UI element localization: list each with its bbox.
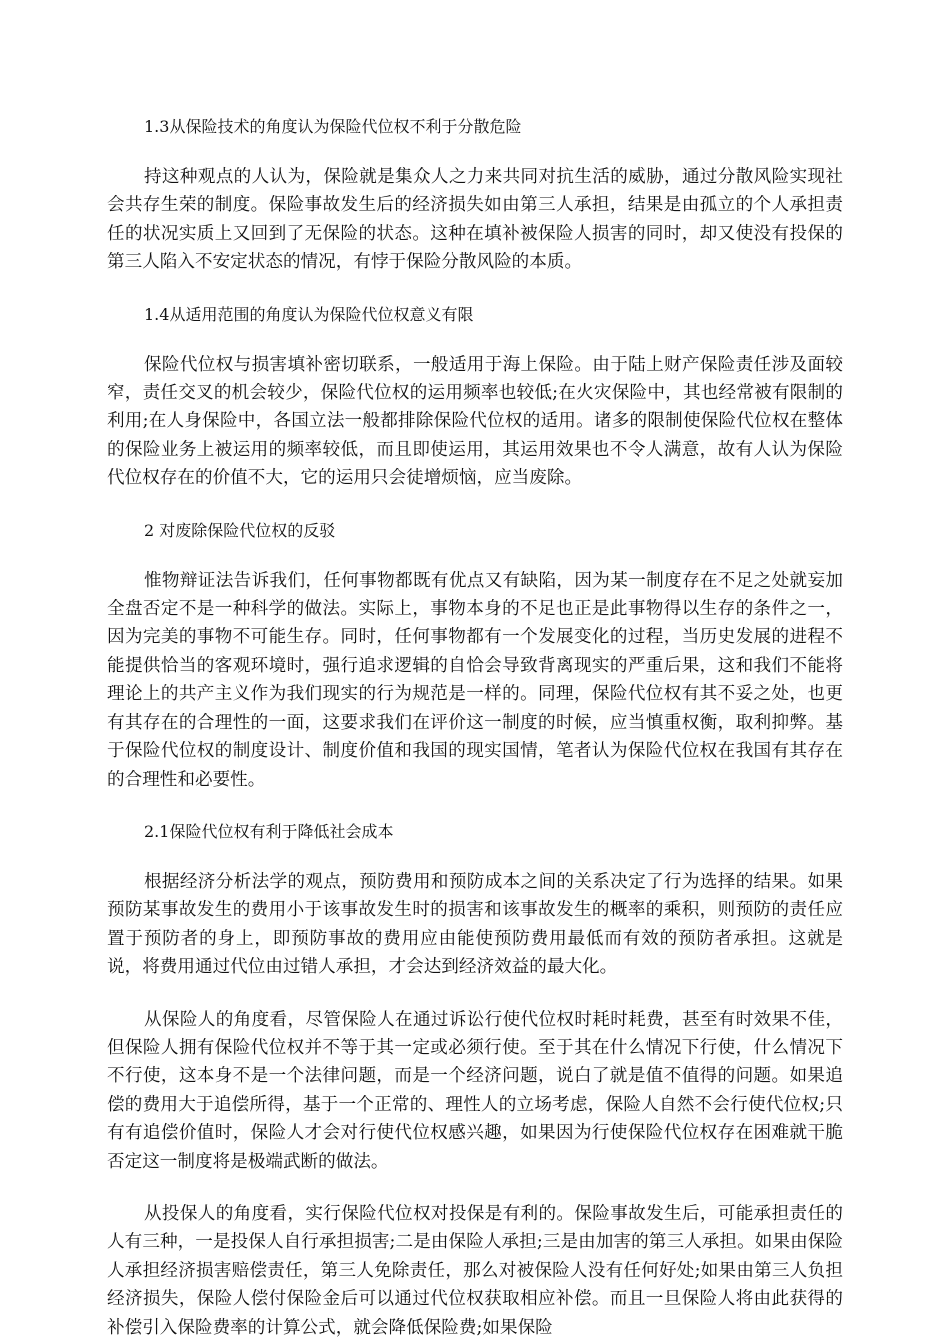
- section-heading-1-4: 1.4从适用范围的角度认为保险代位权意义有限: [144, 304, 474, 324]
- paragraph: 从保险人的角度看，尽管保险人在通过诉讼行使代位权时耗时耗费，甚至有时效果不佳，但保险人拥有保险代位权并不等于其一定或必须行使。至于其在什么情况下行使，什么情况下不行使，这本身不是一个法律问题，而是一个经济问题，说白了就是值不值得的问题。如果追偿的费用大于追偿所得，基于一个正常的、理性人的立场考虑，保险人自然不会行使代位权;只有有追偿价值时，保险人才会对行使代位权感兴趣，如果因为行使保险代位权存在困难就干脆否定这一制度将是极端武断的做法。: [107, 1009, 843, 1172]
- document-page: [107, 113, 843, 1342]
- section-heading-2-1: 2.1保险代位权有利于降低社会成本: [144, 821, 394, 841]
- paragraph: 保险代位权与损害填补密切联系，一般适用于海上保险。由于陆上财产保险责任涉及面较窄，责任交叉的机会较少，保险代位权的运用频率也较低;在火灾保险中，其也经常被有限制的利用;在人身保险中，各国立法一般都排除保险代位权的适用。诸多的限制使保险代位权在整体的保险业务上被运用的频率较低，而且即使运用，其运用效果也不令人满意，故有人认为保险代位权存在的价值不大，它的运用只会徒增烦恼，应当废除。: [107, 354, 843, 489]
- paragraph: 惟物辩证法告诉我们，任何事物都既有优点又有缺陷，因为某一制度存在不足之处就妄加全盘否定不是一种科学的做法。实际上，事物本身的不足也正是此事物得以生存的条件之一，因为完美的事物不可能生存。同时，任何事物都有一个发展变化的过程，当历史发展的进程不能提供恰当的客观环境时，强行追求逻辑的自恰会导致背离现实的严重后果，这和我们不能将理论上的共产主义作为我们现实的行为规范是一样的。同理，保险代位权有其不妥之处，也更有其存在的合理性的一面，这要求我们在评价这一制度的时候，应当慎重权衡，取利抑弊。基于保险代位权的制度设计、制度价值和我国的现实国情，笔者认为保险代位权在我国有其存在的合理性和必要性。: [107, 570, 843, 790]
- section-heading-1-3: 1.3从保险技术的角度认为保险代位权不利于分散危险: [144, 117, 522, 136]
- paragraph: 从投保人的角度看，实行保险代位权对投保是有利的。保险事故发生后，可能承担责任的人有三种，一是投保人自行承担损害;二是由保险人承担;三是由加害的第三人承担。如果由保险人承担经济损害赔偿责任，第三人免除责任，那么对被保险人没有任何好处;如果由第三人负担经济损失，保险人偿付保险金后可以通过代位权获取相应补偿。而且一旦保险人将由此获得的补偿引入保险费率的计算公式，就会降低保险费;如果保险: [107, 1203, 843, 1338]
- paragraph: 根据经济分析法学的观点，预防费用和预防成本之间的关系决定了行为选择的结果。如果预防某事故发生的费用小于该事故发生时的损害和该事故发生的概率的乘积，则预防的责任应置于预防者的身上，即预防事故的费用应由能使预防费用最低而有效的预防者承担。这就是说，将费用通过代位由过错人承担，才会达到经济效益的最大化。: [107, 871, 843, 978]
- paragraph: 持这种观点的人认为，保险就是集众人之力来共同对抗生活的威胁，通过分散风险实现社会共存生荣的制度。保险事故发生后的经济损失如由第三人承担，结果是由孤立的个人承担责任的状况实质上又回到了无保险的状态。这种在填补被保险人损害的同时，却又使没有投保的第三人陷入不安定状态的情况，有悖于保险分散风险的本质。: [107, 167, 843, 273]
- section-heading-2: 2 对废除保险代位权的反驳: [144, 520, 336, 540]
